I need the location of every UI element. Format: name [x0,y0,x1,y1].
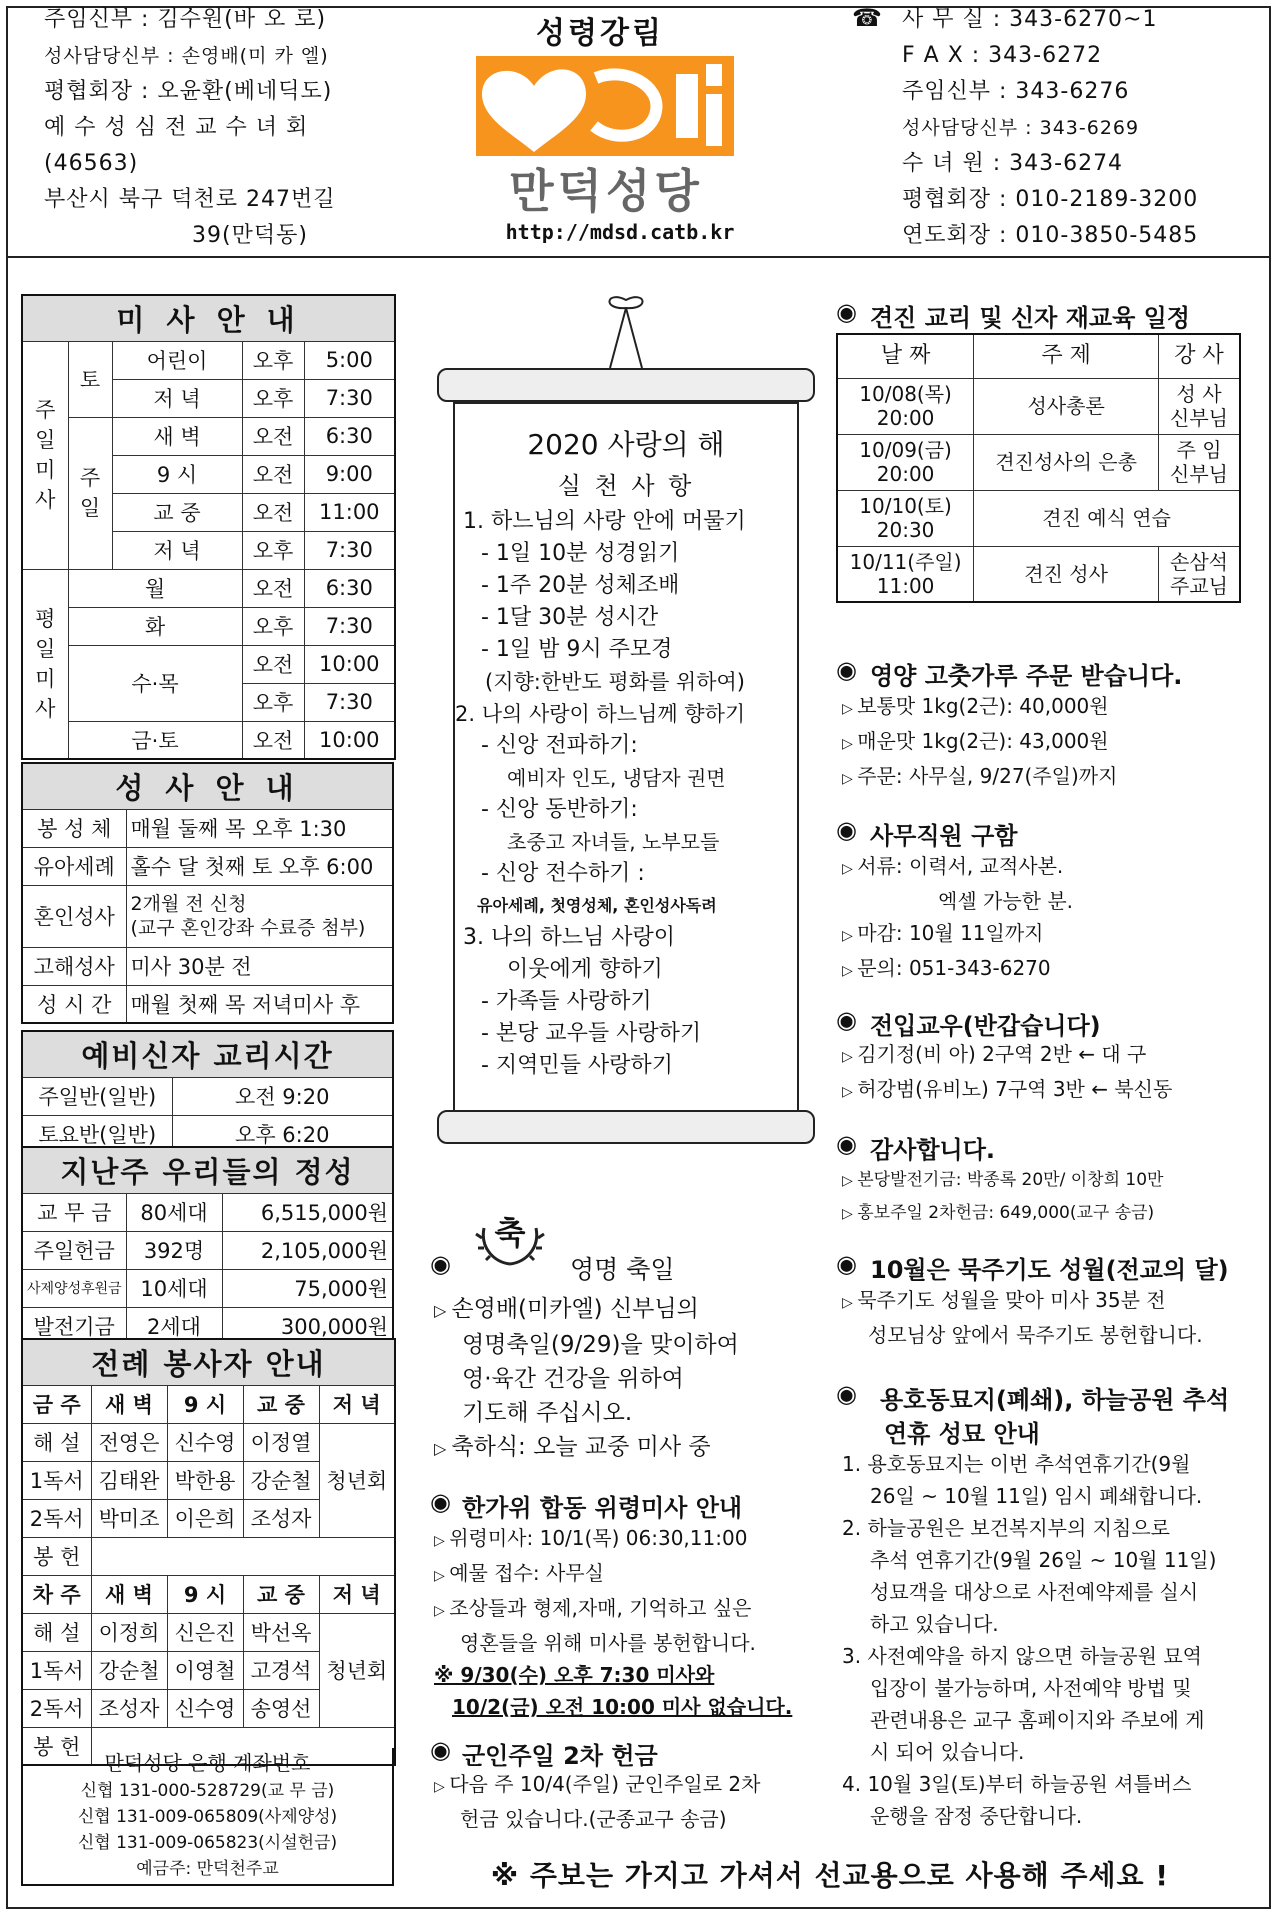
address-line: 부산시 북구 덕천로 247번길 [44,187,336,212]
schedule-header: 주 제 [974,334,1159,378]
mass-time: 7:30 [304,607,395,645]
cemetery-line: 1. 용호동묘지는 이번 추석연휴기간(9월 [842,1452,1191,1476]
mass-time: 7:30 [304,379,395,417]
pepper-line: 보통맛 1kg(2근): 40,000원 [857,694,1109,718]
schedule-topic: 견진 예식 연습 [974,490,1240,546]
bullet-circle-icon: ◉ [836,1380,857,1408]
mass-name: 저 녁 [112,531,242,569]
offering-count: 392명 [126,1231,222,1269]
saturday-label: 토 [68,341,112,417]
sacrament-key: 봉 성 체 [22,809,126,847]
role-label: 1독서 [22,1461,91,1499]
council-line: 평협회장 : 오윤환(베네딕도) [44,79,333,104]
server-name: 박한용 [167,1461,243,1499]
sunday-label: 주 일 [68,417,112,569]
liturgical-title: 성령강림 [536,16,664,51]
bank-account: 신협 131-000-528729(교 무 금) [80,1781,335,1801]
catechumen-table [21,1030,394,1154]
bullet-circle-icon: ◉ [836,816,857,844]
mass-time: 10:00 [304,645,395,683]
mass-name: 9 시 [112,455,242,493]
account-holder: 예금주: 만덕천주교 [136,1859,279,1879]
staff-line: 서류: 이력서, 교적사본. [857,854,1064,878]
liturgy-table [21,1338,396,1766]
practice-item: - 1일 밤 9시 주모경 [481,637,673,662]
practice-item: 초중고 자녀들, 노부모들 [507,830,720,854]
schedule-header: 강 사 [1159,334,1240,378]
schedule-date: 10/08(목) 20:00 [837,378,974,434]
scroll-top-rod [437,368,815,402]
liturgy-section-title: 전례 봉사자 안내 [22,1339,395,1385]
confessor-phone: 성사담당신부 : 343-6269 [902,117,1140,139]
server-name: 신수영 [167,1423,243,1461]
class-name: 토요반(일반) [22,1115,172,1153]
mass-name: 저 녁 [112,379,242,417]
newcomers-title: 전입교우(반갑습니다) [870,1012,1101,1040]
schedule-header: 날 짜 [837,334,974,378]
feast-badge-text: 축 [494,1214,526,1252]
offering-key: 발전기금 [22,1307,126,1345]
schedule-speaker: 성 사 신부님 [1159,378,1240,434]
sacrament-key: 유아세례 [22,847,126,885]
memorial-title: 한가위 합동 위령미사 안내 [462,1494,743,1522]
staff-body: ▷ 서류: 이력서, 교적사본. 엑셀 가능한 분. ▷ 마감: 10월 11일까지 ▷ 문의: 051-343-6270 [842,854,1073,980]
feast-line: 손영배(미카엘) 신부님의 [451,1296,699,1322]
sacrament-key: 성 시 간 [22,985,126,1023]
practice-item: - 1일 10분 성경읽기 [481,541,680,566]
sisters-line: 예 수 성 심 전 교 수 녀 회 [44,115,309,140]
memorial-notice: ※ 9/30(수) 오후 7:30 미사와 [434,1663,715,1687]
practice-item: 유아세례, 첫영성체, 혼인성사독려 [477,896,717,915]
mass-ampm: 오전 [242,455,304,493]
feast-line: 영·육간 건강을 위하여 [462,1366,684,1392]
staff-line: 마감: 10월 11일까지 [857,921,1044,945]
week-header: 교 중 [243,1575,319,1613]
mass-schedule-table [21,294,396,760]
schedule-topic: 성사총론 [974,378,1159,434]
mass-ampm: 오전 [242,645,304,683]
practice-item: - 본당 교우들 사랑하기 [481,1021,702,1046]
catechumen-section-title: 예비신자 교리시간 [22,1031,393,1077]
mass-time: 6:30 [304,569,395,607]
parish-logo [476,56,734,156]
class-time: 오전 9:20 [172,1077,393,1115]
schedule-date: 10/10(토) 20:30 [837,490,974,546]
weekday-mass-label: 평 일 미 사 [22,569,68,759]
cemetery-line: 하고 있습니다. [870,1612,999,1636]
offering-count: 2세대 [126,1307,222,1345]
mass-ampm: 오후 [242,531,304,569]
mass-section-title: 미 사 안 내 [22,295,395,341]
bullet-circle-icon: ◉ [430,1250,451,1278]
military-title: 군인주일 2차 헌금 [462,1742,658,1770]
mass-ampm: 오후 [242,341,304,379]
practice-item: - 신앙 전수하기 : [481,861,645,886]
scroll-content [455,424,797,1082]
mass-name: 어린이 [112,341,242,379]
header-left-info [44,2,444,254]
role-label: 봉 헌 [22,1537,91,1575]
server-name: 박선옥 [243,1613,319,1651]
practice-item: - 지역민들 사랑하기 [481,1053,673,1078]
server-name: 전영은 [91,1423,167,1461]
server-name: 조성자 [91,1689,167,1727]
offertory-empty [91,1537,395,1575]
server-name: 강순철 [91,1651,167,1689]
parish-url[interactable]: http://mdsd.catb.kr [505,220,735,244]
sacrament-value: 2개월 전 신청 (교구 혼인강좌 수료증 첨부) [126,885,393,947]
cemetery-body [842,1448,1262,1832]
funeral-phone: 연도회장 : 010-3850-5485 [902,223,1199,248]
mass-time: 7:30 [304,683,395,721]
practice-item: - 신앙 전파하기: [481,733,638,758]
sacrament-key: 고해성사 [22,947,126,985]
footer-note: ※ 주보는 가지고 가셔서 선교용으로 사용해 주세요 ! [490,1859,1170,1892]
memorial-body: ▷ 위령미사: 10/1(목) 06:30,11:00 ▷ 예물 접수: 사무실 ▷ 조상들과 형제,자매, 기억하고 싶은 영혼들을 위해 미사를 봉헌합니다. ※ 9/30(수) 오후 7:30 미사와 10/2(금) 오전 10:00 미사 없습니다. [434,1522,814,1723]
sacrament-value: 미사 30분 전 [126,947,393,985]
server-name: 고경석 [243,1651,319,1689]
cemetery-line: 관련내용은 교구 홈페이지와 주보에 게 [870,1708,1205,1732]
mass-name: 수·목 [68,645,242,721]
server-name: 강순철 [243,1461,319,1499]
feast-line: 기도해 주십시오. [462,1400,633,1426]
confessor-line: 성사담당신부 : 손영배(미 카 엘) [44,45,329,67]
newcomer-line: 김기정(비 아) 2구역 2반 ← 대 구 [857,1042,1147,1066]
cemetery-line: 2. 하늘공원은 보건복지부의 지침으로 [842,1516,1170,1540]
mass-time: 11:00 [304,493,395,531]
server-name: 신은진 [167,1613,243,1651]
scroll-bottom-rod [437,1110,815,1144]
offering-count: 10세대 [126,1269,222,1307]
sacrament-value: 매월 둘째 목 오후 1:30 [126,809,393,847]
mass-ampm: 오후 [242,379,304,417]
server-name: 신수영 [167,1689,243,1727]
schedule-speaker: 주 임 신부님 [1159,434,1240,490]
office-phone: 사 무 실 : 343-6270~1 [902,7,1158,32]
bank-title: 만덕성당 은행 계좌번호 [104,1751,311,1775]
week-header: 9 시 [167,1385,243,1423]
schedule-topic: 견진 성사 [974,546,1159,602]
bullet-circle-icon: ◉ [836,1250,857,1278]
practice-item: - 신앙 동반하기: [481,797,638,822]
scroll-ribbon [596,290,656,370]
pepper-title: 영양 고춧가루 주문 받습니다. [870,662,1183,690]
mass-ampm: 오후 [242,607,304,645]
address-line-2: 39(만덕동) [192,223,308,248]
cemetery-line: 운행을 잠정 중단합니다. [870,1804,1083,1828]
role-label: 해 설 [22,1423,91,1461]
memorial-line: 조상들과 형제,자매, 기억하고 싶은 [449,1596,752,1620]
server-name: 박미조 [91,1499,167,1537]
week-header: 저 녁 [319,1385,395,1423]
pastor-phone: 주임신부 : 343-6276 [902,79,1130,104]
rosary-title: 10월은 묵주기도 성월(전교의 달) [870,1256,1229,1284]
cemetery-line: 26일 ~ 10월 11일) 임시 폐쇄합니다. [870,1484,1203,1508]
mass-ampm: 오후 [242,683,304,721]
week-header: 새 벽 [91,1575,167,1613]
laurel-badge [470,1208,550,1268]
mass-time: 5:00 [304,341,395,379]
role-label: 봉 헌 [22,1727,91,1765]
offering-amount: 75,000원 [222,1269,393,1307]
practice-item: 예비자 인도, 냉담자 권면 [507,766,726,790]
mass-ampm: 오전 [242,721,304,759]
mass-name: 금·토 [68,721,242,759]
council-phone: 평협회장 : 010-2189-3200 [902,187,1199,212]
offering-section-title: 지난주 우리들의 정성 [22,1147,393,1193]
server-name: 조성자 [243,1499,319,1537]
bullet-circle-icon: ◉ [836,656,857,684]
practice-item: 3. 나의 하느님 사랑이 [463,925,675,950]
memorial-line: 영혼들을 위해 미사를 봉헌합니다. [460,1631,756,1655]
cemetery-line: 추석 연휴기간(9월 26일 ~ 10월 11일) [870,1548,1217,1572]
pepper-line: 주문: 사무실, 9/27(주일)까지 [857,764,1118,788]
week-header: 새 벽 [91,1385,167,1423]
newcomer-line: 허강범(유비노) 7구역 3반 ← 북신동 [857,1077,1173,1101]
class-name: 주일반(일반) [22,1077,172,1115]
cemetery-line: 4. 10월 3일(토)부터 하늘공원 셔틀버스 [842,1772,1192,1796]
bullet-circle-icon: ◉ [836,298,857,326]
cemetery-title-line2: 연휴 성묘 안내 [884,1420,1040,1448]
feast-body: ▷ 손영배(미카엘) 신부님의 영명축일(9/29)을 맞이하여 영·육간 건강을 위하여 기도해 주십시오. ▷ 축하식: 오늘 교중 미사 중 [434,1292,804,1466]
bullet-circle-icon: ◉ [430,1736,451,1764]
mass-time: 9:00 [304,455,395,493]
schedule-date: 10/09(금) 20:00 [837,434,974,490]
pastor-line: 주임신부 : 김수원(바 오 로) [44,7,327,32]
cemetery-title: 용호동묘지(폐쇄), 하늘공원 추석 [880,1386,1230,1414]
practice-item: - 가족들 사랑하기 [481,989,652,1014]
bullet-circle-icon: ◉ [836,1006,857,1034]
server-name: 이정희 [91,1613,167,1651]
thanks-body: ▷ 본당발전기금: 박종록 20만/ 이창희 10만 ▷ 홍보주일 2차헌금: 649,000(교구 송금) [842,1170,1164,1223]
evening-server: 청년회 [319,1423,395,1537]
newcomers-body: ▷ 김기정(비 아) 2구역 2반 ← 대 구 ▷ 허강범(유비노) 7구역 3반 ← 북신동 [842,1042,1173,1101]
mass-time: 10:00 [304,721,395,759]
military-body: ▷ 다음 주 10/4(주일) 군인주일로 2차 헌금 있습니다.(군종교구 송금) [434,1768,824,1835]
military-line: 헌금 있습니다.(군종교구 송금) [460,1807,727,1831]
schedule-topic: 견진성사의 은총 [974,434,1159,490]
practice-item: 2. 나의 사랑이 하느님께 향하기 [455,702,746,726]
mass-name: 새 벽 [112,417,242,455]
offering-key: 사제양성후원금 [22,1269,126,1307]
pepper-body: ▷ 보통맛 1kg(2근): 40,000원 ▷ 매운맛 1kg(2근): 43,000원 ▷ 주문: 사무실, 9/27(주일)까지 [842,694,1118,788]
class-time: 오후 6:20 [172,1115,393,1153]
fax-number: F A X : 343-6272 [902,43,1103,68]
server-name: 이영철 [167,1651,243,1689]
server-name: 김태완 [91,1461,167,1499]
thanks-title: 감사합니다. [870,1136,996,1164]
feast-line: 영명축일(9/29)을 맞이하여 [462,1332,739,1358]
mass-name: 월 [68,569,242,607]
sacrament-table [21,762,394,1024]
memorial-notice: 10/2(금) 오전 10:00 미사 없습니다. [452,1695,793,1719]
header-right-contacts [902,2,1242,254]
rosary-line: 묵주기도 성월을 맞아 미사 35분 전 [857,1288,1166,1312]
postal-code: (46563) [44,151,139,176]
sacrament-key: 혼인성사 [22,885,126,947]
server-name: 이정열 [243,1423,319,1461]
scroll-subtitle: 실 천 사 항 [557,472,695,500]
memorial-line: 예물 접수: 사무실 [449,1561,604,1585]
bank-account: 신협 131-009-065823(시설헌금) [77,1833,338,1853]
mass-time: 7:30 [304,531,395,569]
offering-count: 80세대 [126,1193,222,1231]
mass-time: 6:30 [304,417,395,455]
confirmation-schedule-table [836,333,1241,603]
mass-ampm: 오전 [242,569,304,607]
memorial-line: 위령미사: 10/1(목) 06:30,11:00 [449,1526,748,1550]
header-divider [6,256,1271,258]
pepper-line: 매운맛 1kg(2근): 43,000원 [857,729,1109,753]
practice-item: - 1주 20분 성체조배 [481,573,680,598]
mass-ampm: 오전 [242,493,304,531]
offering-amount: 2,105,000원 [222,1231,393,1269]
sacrament-value: 홀수 달 첫째 토 오후 6:00 [126,847,393,885]
confirmation-title: 견진 교리 및 신자 재교육 일정 [870,304,1190,332]
week-header: 9 시 [167,1575,243,1613]
offering-amount: 300,000원 [222,1307,393,1345]
week-header: 저 녁 [319,1575,395,1613]
mass-name: 화 [68,607,242,645]
feast-title: 영명 축일 [570,1255,675,1284]
offering-amount: 6,515,000원 [222,1193,393,1231]
role-label: 2독서 [22,1499,91,1537]
sacrament-section-title: 성 사 안 내 [22,763,393,809]
staff-line: 문의: 051-343-6270 [857,956,1051,980]
rosary-body: ▷ 묵주기도 성월을 맞아 미사 35분 전 성모님상 앞에서 묵주기도 봉헌합니다. [842,1284,1203,1351]
parish-name: 만덕성당 [509,164,703,218]
server-name: 이은희 [167,1499,243,1537]
cemetery-line: 3. 사전예약을 하지 않으면 하늘공원 묘역 [842,1644,1202,1668]
military-line: 다음 주 10/4(주일) 군인주일로 2차 [449,1772,761,1796]
bank-account: 신협 131-009-065809(사제양성) [77,1807,338,1827]
week-header: 교 중 [243,1385,319,1423]
offering-table [21,1146,394,1346]
thanks-line: 홍보주일 2차헌금: 649,000(교구 송금) [857,1203,1155,1223]
thanks-line: 본당발전기금: 박종록 20만/ 이창희 10만 [857,1170,1164,1190]
week-header: 금 주 [22,1385,91,1423]
role-label: 1독서 [22,1651,91,1689]
scroll-title: 2020 사랑의 해 [527,428,725,461]
offering-key: 주일헌금 [22,1231,126,1269]
offering-key: 교 무 금 [22,1193,126,1231]
cemetery-line: 시 되어 있습니다. [870,1740,1025,1764]
mass-ampm: 오전 [242,417,304,455]
bullet-circle-icon: ◉ [430,1488,451,1516]
evening-server: 청년회 [319,1613,395,1727]
server-name: 송영선 [243,1689,319,1727]
phone-icon: ☎ [852,4,882,32]
mass-name: 교 중 [112,493,242,531]
cemetery-line: 성묘객을 대상으로 사전예약제를 실시 [870,1580,1199,1604]
bullet-circle-icon: ◉ [836,1130,857,1158]
bank-box [21,1748,394,1886]
schedule-speaker: 손삼석 주교님 [1159,546,1240,602]
role-label: 2독서 [22,1689,91,1727]
practice-item: - 1달 30분 성시간 [481,605,659,630]
practice-item: 이웃에게 향하기 [507,957,663,982]
staff-line: 엑셀 가능한 분. [938,889,1073,913]
feast-note: 축하식: 오늘 교중 미사 중 [451,1434,711,1460]
role-label: 해 설 [22,1613,91,1651]
convent-phone: 수 녀 원 : 343-6274 [902,151,1124,176]
schedule-date: 10/11(주일) 11:00 [837,546,974,602]
week-header: 차 주 [22,1575,91,1613]
sunday-mass-label: 주 일 미 사 [22,341,68,569]
rosary-line: 성모님상 앞에서 묵주기도 봉헌합니다. [868,1323,1203,1347]
sacrament-value: 매월 첫째 목 저녁미사 후 [126,985,393,1023]
practice-item: (지향:한반도 평화를 위하여) [485,670,745,694]
practice-item: 1. 하느님의 사랑 안에 머물기 [463,509,746,534]
staff-title: 사무직원 구함 [870,822,1018,850]
cemetery-line: 입장이 불가능하며, 사전예약 방법 및 [870,1676,1192,1700]
